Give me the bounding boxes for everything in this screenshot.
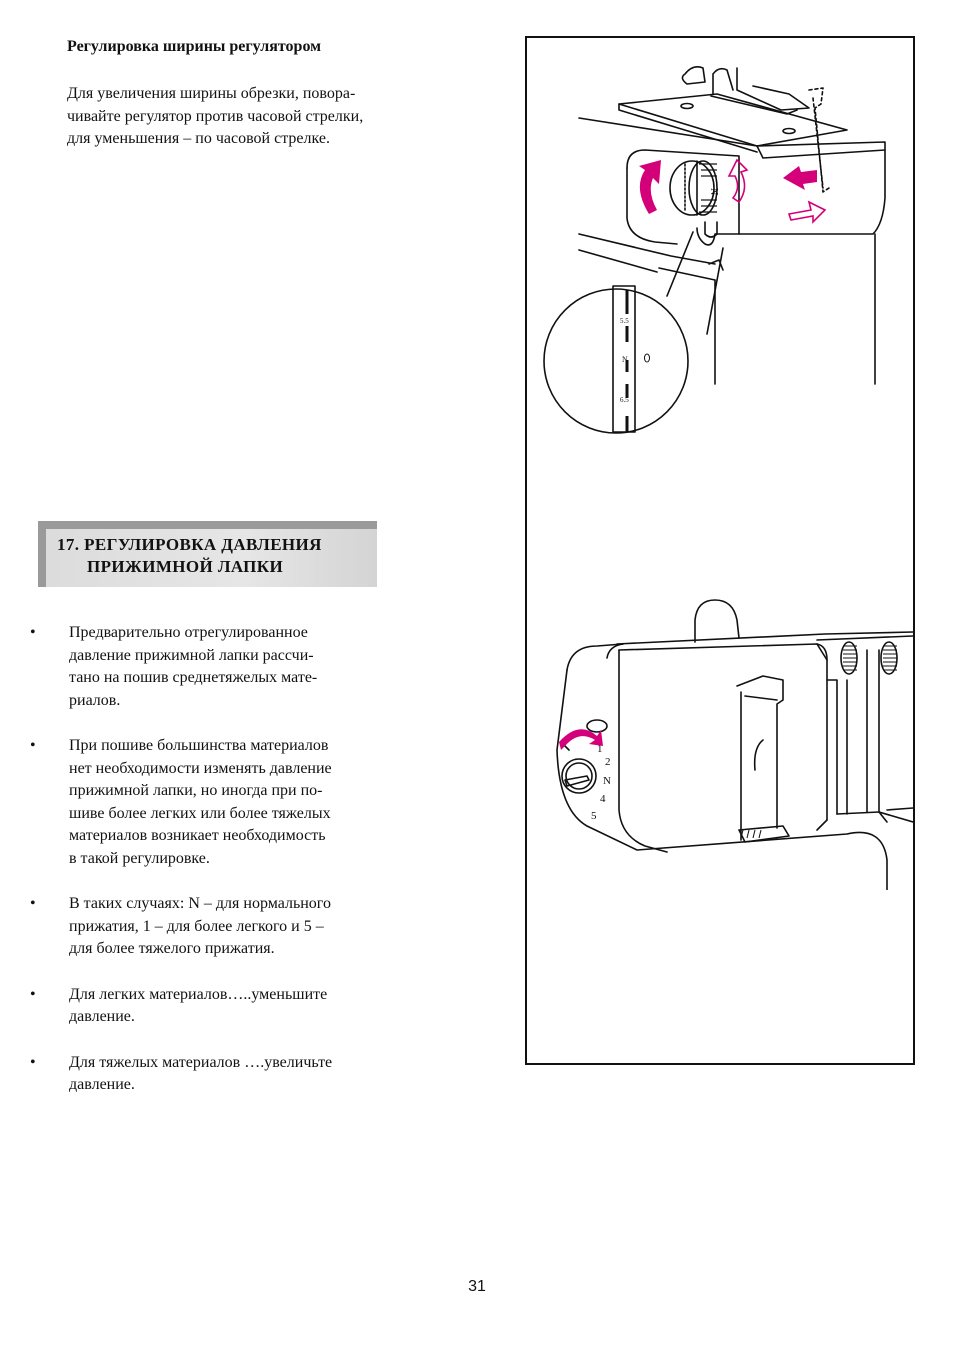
rotate-ccw-arrow-icon <box>639 160 661 214</box>
bullet-line: прижатия, 1 – для более легкого и 5 – <box>69 917 324 935</box>
scale-label: 5.5 <box>620 317 629 325</box>
scale-label: 6.5 <box>620 396 629 404</box>
bullet-line: материалов возникает необходимость <box>69 827 326 844</box>
bullet-dot: • <box>30 895 36 912</box>
scale-label: N <box>622 355 628 364</box>
move-left-arrow-icon <box>783 166 817 190</box>
bullet-line: давление прижимной лапки рассчи- <box>69 646 314 664</box>
subsection-heading: Регулировка ширины регулятором <box>67 38 322 55</box>
move-right-arrow-icon <box>789 202 825 222</box>
list-item <box>30 893 410 961</box>
dial-label: 5 <box>591 810 597 822</box>
list-item <box>30 984 410 1029</box>
section-title-line2: ПРИЖИМНОЙ ЛАПКИ <box>87 557 284 576</box>
bullet-line: давление. <box>69 1076 135 1093</box>
bullet-line: прижимной лапки, но иногда при по- <box>69 782 323 799</box>
bullet-list <box>30 622 410 1120</box>
page-number: 31 <box>468 1278 486 1295</box>
bullet-line: риалов. <box>69 691 121 709</box>
list-item <box>30 622 410 712</box>
dial-label: N <box>603 775 611 787</box>
bullet-dot: • <box>30 624 36 641</box>
section-header-box <box>38 521 377 587</box>
section-title <box>57 534 322 578</box>
bullet-line: Предварительно отрегулированное <box>69 624 308 641</box>
section-title-line1: 17. РЕГУЛИРОВКА ДАВЛЕНИЯ <box>57 535 322 554</box>
intro-paragraph <box>67 83 447 151</box>
rotate-cw-arrow-icon <box>729 160 747 202</box>
bullet-line: шиве более легких или более тяжелых <box>69 804 331 822</box>
dial-label: 1 <box>597 743 603 755</box>
intro-line: чивайте регулятор против часовой стрелки, <box>67 107 364 125</box>
bullet-line: давление. <box>69 1008 135 1025</box>
bullet-dot: • <box>30 985 36 1003</box>
dial-mark: N <box>708 188 719 196</box>
bullet-dot: • <box>30 1053 36 1071</box>
intro-line: для уменьшения – по часовой стрелке. <box>67 130 330 147</box>
bullet-line: тано на пошив среднетяжелых мате- <box>69 669 318 686</box>
cutting-width-illustration <box>527 38 913 468</box>
bullet-line: При пошиве большинства материалов <box>69 737 329 754</box>
bullet-line: для более тяжелого прижатия. <box>69 940 275 957</box>
bullet-line: Для легких материалов…..уменьшите <box>69 985 328 1003</box>
presser-pressure-illustration <box>527 590 913 890</box>
intro-line: Для увеличения ширины обрезки, повора- <box>67 85 356 102</box>
bullet-line: В таких случаях: N – для нормального <box>69 895 331 912</box>
dial-label: 2 <box>605 756 611 768</box>
list-item <box>30 1052 410 1097</box>
bullet-dot: • <box>30 737 36 754</box>
bullet-line: нет необходимости изменять давление <box>69 759 332 777</box>
dial-label: 4 <box>600 793 606 805</box>
list-item <box>30 735 410 870</box>
bullet-line: в такой регулировке. <box>69 849 210 867</box>
bullet-line: Для тяжелых материалов ….увеличьте <box>69 1053 333 1071</box>
